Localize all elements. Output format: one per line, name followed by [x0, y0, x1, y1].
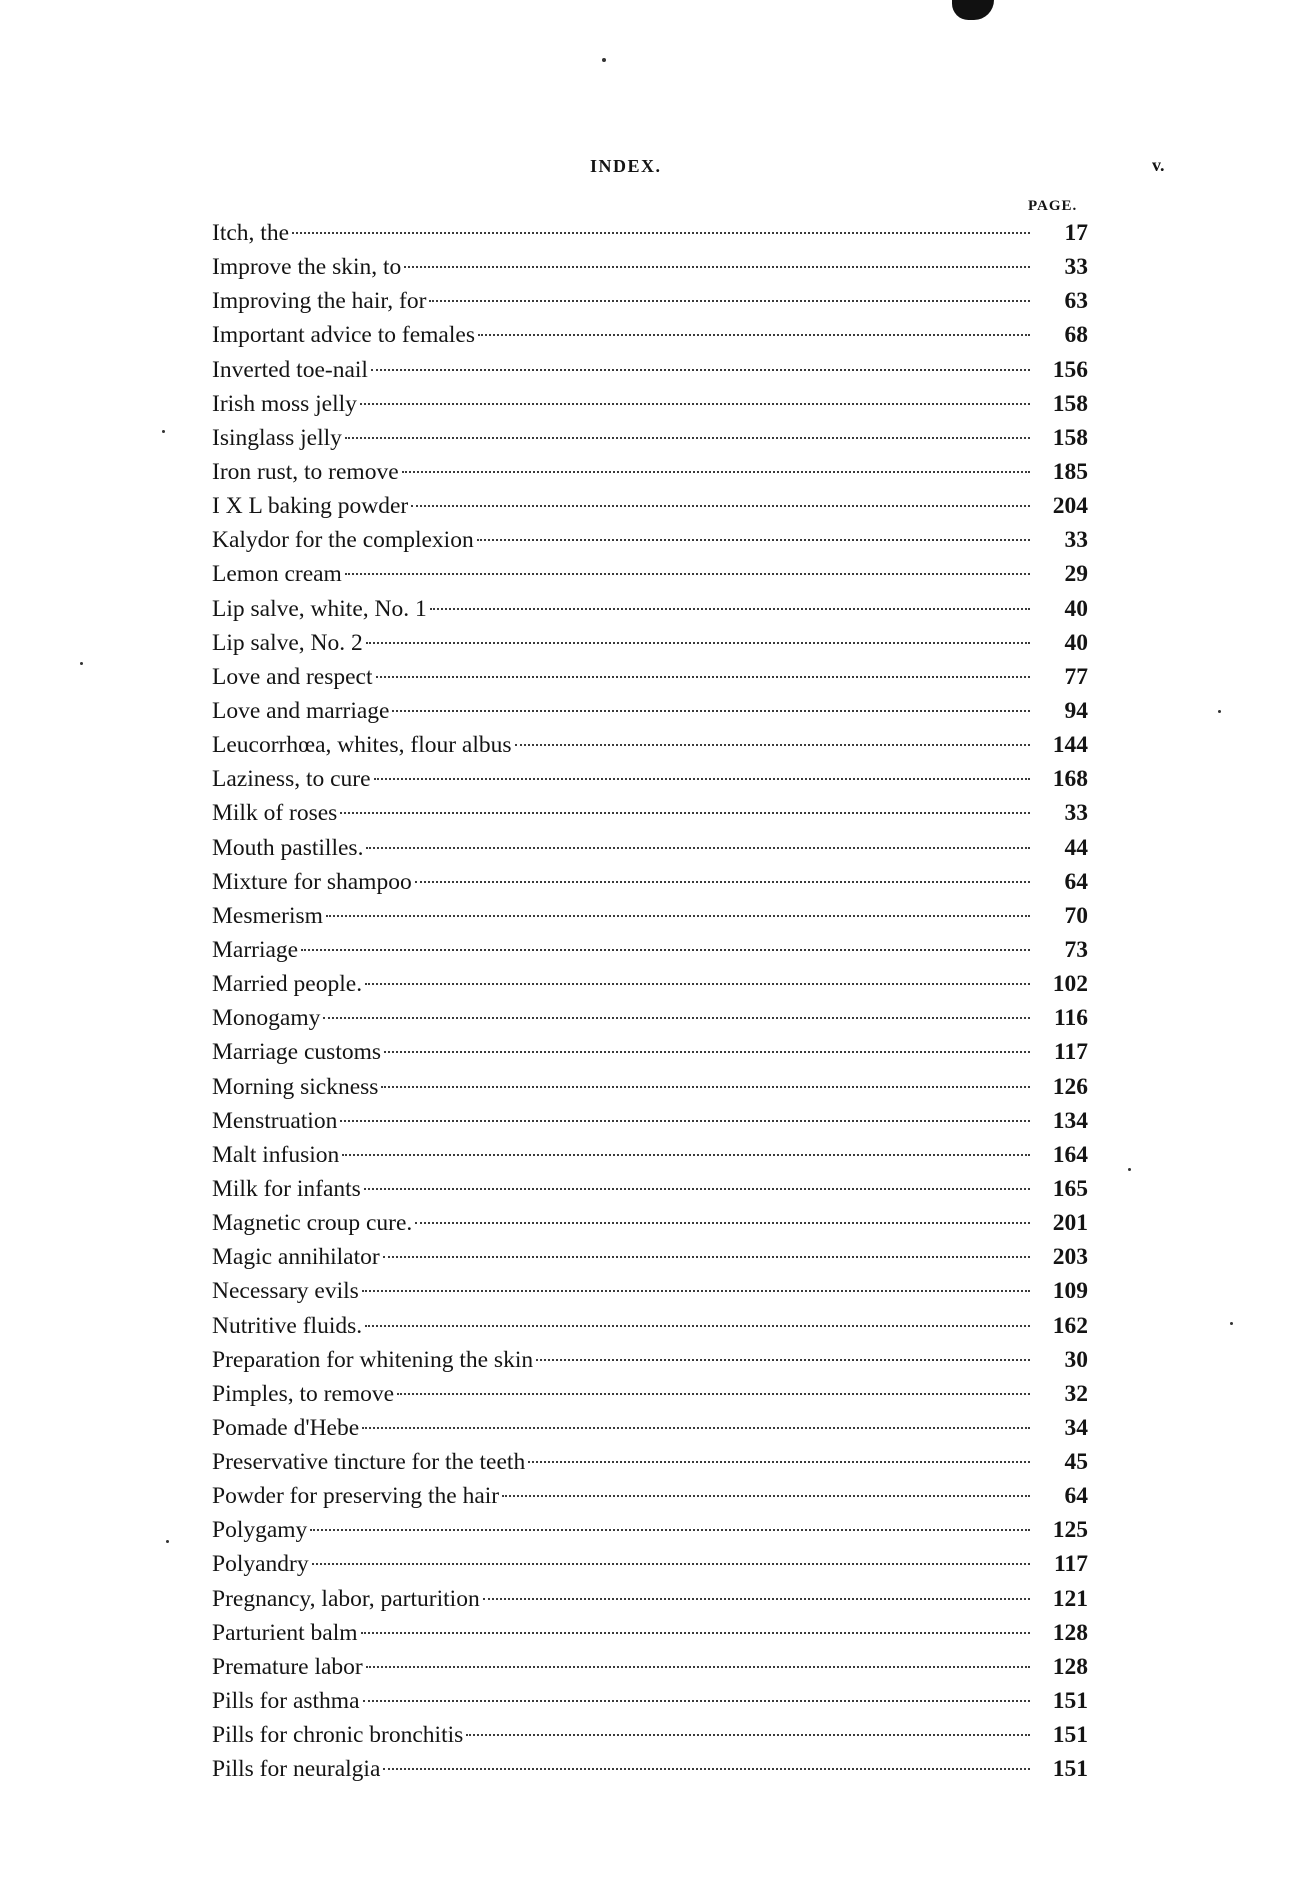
dot-leader — [360, 403, 1030, 405]
dot-leader — [363, 1700, 1030, 1702]
index-entry — [212, 1309, 1088, 1343]
entry-title: Mesmerism — [212, 902, 323, 929]
index-list — [212, 216, 1088, 1786]
entry-title: Mixture for shampoo — [212, 868, 412, 895]
dot-leader — [366, 642, 1030, 644]
entry-page-number: 158 — [1052, 390, 1088, 417]
entry-title: I X L baking powder — [212, 493, 409, 520]
entry-title: Pomade d'Hebe — [212, 1414, 360, 1441]
dot-leader — [404, 266, 1030, 268]
dot-leader — [374, 778, 1030, 780]
entry-title: Kalydor for the complexion — [212, 527, 474, 554]
entry-title: Lip salve, white, No. 1 — [212, 595, 427, 622]
dot-leader — [376, 676, 1030, 678]
index-entry — [212, 728, 1088, 762]
entry-title: Necessary evils — [212, 1278, 359, 1305]
entry-title: Iron rust, to remove — [212, 458, 399, 485]
dot-leader — [365, 983, 1030, 985]
entry-page-number: 203 — [1052, 1244, 1088, 1271]
index-entry — [212, 1684, 1088, 1718]
index-entry — [212, 489, 1088, 523]
entry-page-number: 17 — [1064, 220, 1088, 246]
entry-page-number: 168 — [1052, 766, 1088, 793]
paper-speck — [1218, 710, 1221, 713]
entry-title: Marriage customs — [212, 1039, 382, 1066]
entry-title: Polyandry — [212, 1551, 309, 1578]
paper-speck — [1128, 1168, 1131, 1171]
entry-title: Improving the hair, for — [212, 288, 427, 315]
entry-page-number: 125 — [1052, 1517, 1088, 1544]
entry-page-number: 45 — [1064, 1449, 1088, 1476]
dot-leader — [383, 1256, 1030, 1258]
dot-leader — [415, 1222, 1030, 1224]
entry-title: Preservative tincture for the teeth — [212, 1449, 526, 1476]
index-entry — [212, 1138, 1088, 1172]
entry-page-number: 73 — [1064, 936, 1088, 963]
dot-leader — [429, 300, 1030, 302]
entry-title: Premature labor — [212, 1653, 363, 1680]
index-entry — [212, 1616, 1088, 1650]
dot-leader — [340, 1120, 1030, 1122]
index-entry — [212, 1411, 1088, 1445]
entry-title: Malt infusion — [212, 1141, 340, 1168]
dot-leader — [292, 232, 1030, 234]
entry-title: Laziness, to cure — [212, 766, 371, 793]
dot-leader — [477, 539, 1030, 541]
entry-title: Menstruation — [212, 1107, 338, 1134]
entry-title: Love and respect — [212, 663, 373, 690]
dot-leader — [301, 949, 1030, 951]
index-entry — [212, 216, 1088, 250]
dot-leader — [397, 1393, 1030, 1395]
entry-page-number: 34 — [1064, 1414, 1088, 1441]
index-entry — [212, 865, 1088, 899]
entry-page-number: 33 — [1064, 527, 1088, 554]
entry-page-number: 109 — [1052, 1278, 1088, 1305]
entry-title: Morning sickness — [212, 1073, 379, 1100]
dot-leader — [402, 471, 1030, 473]
dot-leader — [312, 1563, 1030, 1565]
index-entry — [212, 1377, 1088, 1411]
entry-title: Polygamy — [212, 1517, 308, 1544]
running-head: INDEX. — [590, 156, 662, 176]
entry-title: Leucorrhœa, whites, flour albus — [212, 732, 512, 759]
index-entry — [212, 1104, 1088, 1138]
index-entry — [212, 421, 1088, 455]
index-entry — [212, 899, 1088, 933]
entry-title: Pills for asthma — [212, 1688, 360, 1715]
index-entry — [212, 1240, 1088, 1274]
dot-leader — [392, 710, 1030, 712]
index-entry — [212, 1547, 1088, 1581]
index-entry — [212, 1274, 1088, 1308]
entry-page-number: 165 — [1052, 1175, 1088, 1202]
entry-page-number: 30 — [1064, 1346, 1088, 1373]
entry-title: Pills for neuralgia — [212, 1756, 381, 1783]
entry-title: Pregnancy, labor, parturition — [212, 1585, 480, 1612]
entry-page-number: 126 — [1052, 1073, 1088, 1100]
ink-blot — [952, 0, 994, 20]
entry-page-number: 185 — [1052, 458, 1088, 485]
dot-leader — [536, 1359, 1030, 1361]
dot-leader — [466, 1734, 1030, 1736]
entry-title: Lemon cream — [212, 561, 342, 588]
index-entry — [212, 1718, 1088, 1752]
index-entry — [212, 353, 1088, 387]
index-entry — [212, 523, 1088, 557]
paper-speck — [162, 430, 165, 433]
page-number: v. — [1152, 155, 1165, 175]
dot-leader — [383, 1768, 1030, 1770]
paper-speck — [166, 1540, 169, 1543]
dot-leader — [515, 744, 1030, 746]
entry-title: Pimples, to remove — [212, 1380, 395, 1407]
index-entry — [212, 1343, 1088, 1377]
dot-leader — [430, 608, 1030, 610]
index-entry — [212, 1035, 1088, 1069]
entry-page-number: 156 — [1052, 356, 1088, 383]
entry-page-number: 128 — [1052, 1619, 1088, 1646]
index-entry — [212, 557, 1088, 591]
paper-speck — [602, 58, 606, 62]
entry-title: Powder for preserving the hair — [212, 1483, 500, 1510]
index-entry — [212, 284, 1088, 318]
index-entry — [212, 1752, 1088, 1786]
entry-page-number: 64 — [1064, 1483, 1088, 1510]
entry-page-number: 33 — [1064, 800, 1088, 827]
index-entry — [212, 1582, 1088, 1616]
entry-page-number: 102 — [1052, 971, 1088, 998]
entry-title: Milk for infants — [212, 1175, 361, 1202]
entry-page-number: 162 — [1052, 1312, 1088, 1339]
entry-title: Mouth pastilles. — [212, 834, 364, 861]
index-entry — [212, 1172, 1088, 1206]
entry-page-number: 204 — [1052, 493, 1088, 520]
entry-title: Itch, the — [212, 220, 289, 246]
entry-page-number: 164 — [1052, 1141, 1088, 1168]
page-column-label: PAGE. — [1028, 198, 1078, 214]
entry-page-number: 63 — [1064, 288, 1088, 315]
entry-title: Preparation for whitening the skin — [212, 1346, 534, 1373]
index-entry — [212, 1001, 1088, 1035]
entry-title: Magnetic croup cure. — [212, 1210, 413, 1237]
dot-leader — [502, 1495, 1030, 1497]
entry-title: Magic annihilator — [212, 1244, 380, 1271]
dot-leader — [528, 1461, 1030, 1463]
entry-page-number: 151 — [1052, 1722, 1088, 1749]
dot-leader — [364, 1188, 1030, 1190]
entry-page-number: 116 — [1054, 1005, 1088, 1032]
entry-title: Pills for chronic bronchitis — [212, 1722, 464, 1749]
entry-page-number: 134 — [1052, 1107, 1088, 1134]
entry-page-number: 70 — [1064, 902, 1088, 929]
entry-page-number: 201 — [1052, 1210, 1088, 1237]
entry-title: Parturient balm — [212, 1619, 358, 1646]
entry-page-number: 151 — [1052, 1756, 1088, 1783]
entry-page-number: 64 — [1064, 868, 1088, 895]
entry-page-number: 32 — [1064, 1380, 1088, 1407]
entry-page-number: 144 — [1052, 732, 1088, 759]
index-entry — [212, 1070, 1088, 1104]
dot-leader — [478, 334, 1030, 336]
index-entry — [212, 831, 1088, 865]
dot-leader — [310, 1529, 1030, 1531]
dot-leader — [362, 1290, 1030, 1292]
dot-leader — [366, 847, 1030, 849]
dot-leader — [371, 369, 1030, 371]
index-entry — [212, 1479, 1088, 1513]
index-entry — [212, 592, 1088, 626]
entry-title: Nutritive fluids. — [212, 1312, 363, 1339]
entry-title: Isinglass jelly — [212, 424, 342, 451]
entry-page-number: 68 — [1064, 322, 1088, 349]
entry-page-number: 121 — [1052, 1585, 1088, 1612]
entry-page-number: 33 — [1064, 254, 1088, 281]
paper-speck — [1230, 1322, 1233, 1325]
entry-title: Important advice to females — [212, 322, 475, 349]
entry-title: Marriage — [212, 936, 299, 963]
entry-page-number: 117 — [1054, 1039, 1088, 1066]
entry-title: Lip salve, No. 2 — [212, 629, 363, 656]
entry-title: Monogamy — [212, 1005, 321, 1032]
index-entry — [212, 762, 1088, 796]
index-entry — [212, 660, 1088, 694]
dot-leader — [345, 437, 1030, 439]
index-entry — [212, 626, 1088, 660]
index-entry — [212, 796, 1088, 830]
index-entry — [212, 1445, 1088, 1479]
dot-leader — [384, 1051, 1030, 1053]
index-entry — [212, 455, 1088, 489]
dot-leader — [366, 1666, 1030, 1668]
entry-page-number: 94 — [1064, 697, 1088, 724]
entry-title: Irish moss jelly — [212, 390, 357, 417]
dot-leader — [361, 1632, 1030, 1634]
dot-leader — [415, 881, 1030, 883]
entry-page-number: 151 — [1052, 1688, 1088, 1715]
index-entry — [212, 694, 1088, 728]
entry-page-number: 40 — [1064, 629, 1088, 656]
index-entry — [212, 1206, 1088, 1240]
dot-leader — [323, 1017, 1030, 1019]
dot-leader — [411, 505, 1030, 507]
entry-title: Married people. — [212, 971, 363, 998]
paper-speck — [80, 662, 83, 665]
entry-page-number: 158 — [1052, 424, 1088, 451]
entry-page-number: 117 — [1054, 1551, 1088, 1578]
index-entry — [212, 1513, 1088, 1547]
entry-page-number: 44 — [1064, 834, 1088, 861]
entry-page-number: 77 — [1064, 663, 1088, 690]
entry-title: Love and marriage — [212, 697, 390, 724]
dot-leader — [326, 915, 1030, 917]
entry-page-number: 128 — [1052, 1653, 1088, 1680]
index-entry — [212, 933, 1088, 967]
index-entry — [212, 387, 1088, 421]
dot-leader — [381, 1086, 1030, 1088]
dot-leader — [365, 1325, 1030, 1327]
dot-leader — [340, 812, 1030, 814]
dot-leader — [483, 1598, 1030, 1600]
index-entry — [212, 318, 1088, 352]
entry-title: Improve the skin, to — [212, 254, 402, 281]
entry-page-number: 40 — [1064, 595, 1088, 622]
dot-leader — [342, 1154, 1030, 1156]
entry-title: Inverted toe-nail — [212, 356, 368, 383]
index-entry — [212, 250, 1088, 284]
dot-leader — [345, 573, 1030, 575]
entry-page-number: 29 — [1064, 561, 1088, 588]
dot-leader — [362, 1427, 1030, 1429]
entry-title: Milk of roses — [212, 800, 338, 827]
index-entry — [212, 967, 1088, 1001]
index-entry — [212, 1650, 1088, 1684]
